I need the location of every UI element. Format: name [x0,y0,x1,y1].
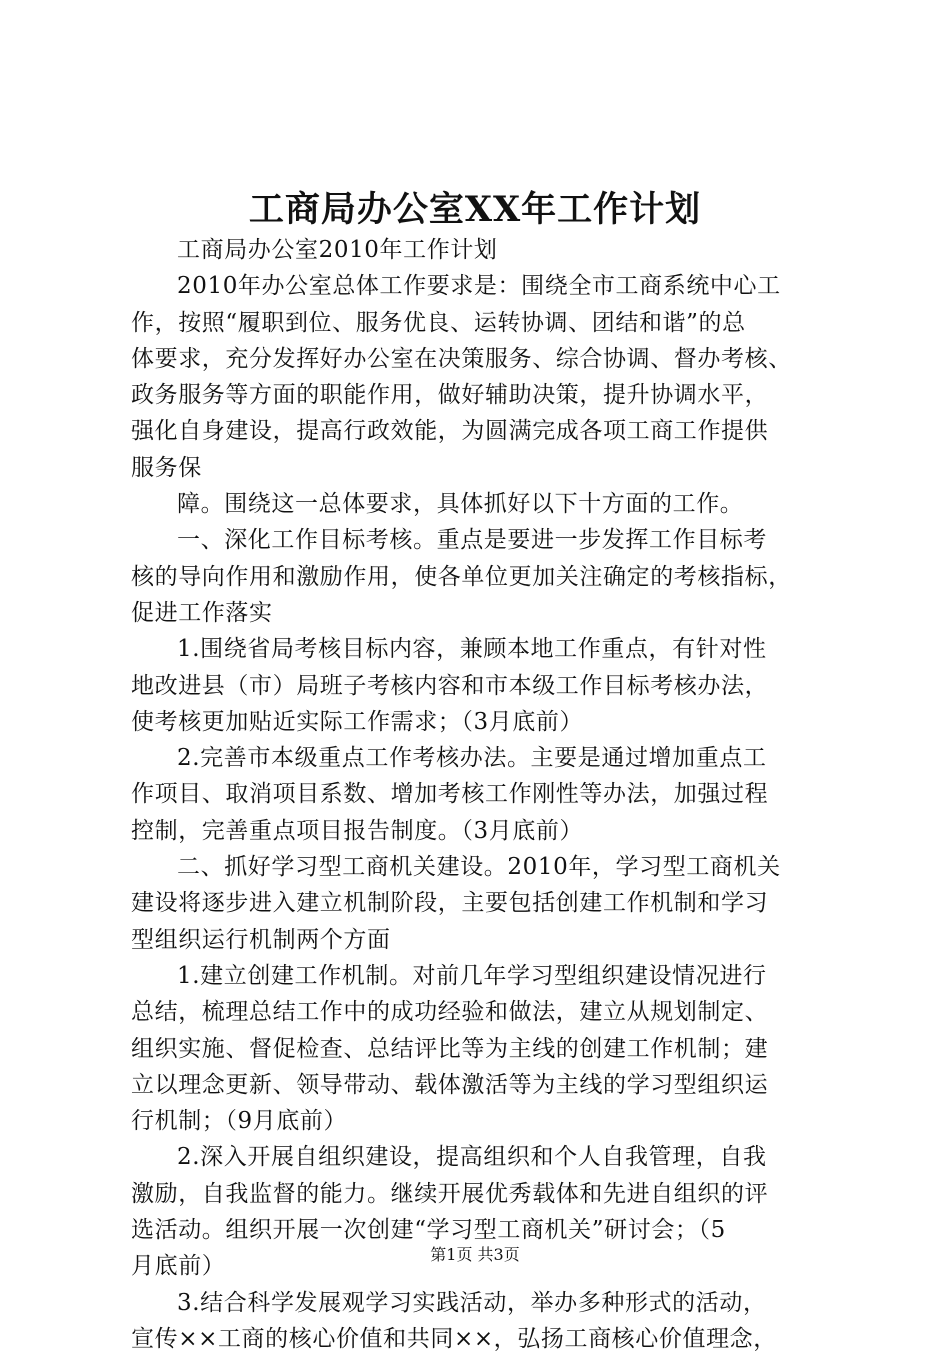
text-line: 工商局办公室2010年工作计划 [177,237,498,263]
text-line: 激励，自我监督的能力。继续开展优秀载体和先进自组织的评 [131,1180,769,1207]
document-title: 工商局办公室XX年工作计划 [248,189,702,230]
text-line: 型组织运行机制两个方面 [131,926,391,953]
text-line: 2.深入开展自组织建设，提高组织和个人自我管理，自我 [177,1144,767,1171]
text-line: 政务服务等方面的职能作用，做好辅助决策，提升协调水平， [131,382,769,409]
text-line: 地改进县（市）局班子考核内容和市本级工作目标考核办法， [131,672,769,699]
text-line: 3.结合科学发展观学习实践活动，举办多种形式的活动， [177,1289,767,1316]
text-line: 选活动。组织开展一次创建“学习型工商机关”研讨会；（5 [131,1217,726,1244]
text-line: 服务保 [131,454,202,481]
text-line: 总结，梳理总结工作中的成功经验和做法，建立从规划制定、 [131,999,769,1026]
text-line: 作，按照“履职到位、服务优良、运转协调、团结和谐”的总 [131,309,746,336]
text-line: 体要求，充分发挥好办公室在决策服务、综合协调、督办考核、 [131,345,792,372]
text-line: 行机制；（9月底前） [131,1108,348,1135]
text-line: 促进工作落实 [131,599,273,626]
text-line: 作项目、取消项目系数、增加考核工作刚性等办法，加强过程 [131,781,769,808]
text-line: 控制，完善重点项目报告制度。（3月底前） [131,817,584,844]
text-line: 1.围绕省局考核目标内容，兼顾本地工作重点，有针对性 [177,636,767,663]
text-line: 1.建立创建工作机制。对前几年学习型组织建设情况进行 [177,962,767,989]
text-line: 建设将逐步进入建立机制阶段，主要包括创建工作机制和学习 [131,890,769,917]
text-line: 障。围绕这一总体要求，具体抓好以下十方面的工作。 [177,491,744,518]
text-line: 组织实施、督促检查、总结评比等为主线的创建工作机制；建 [131,1035,769,1062]
text-line: 核的导向作用和激励作用，使各单位更加关注确定的考核指标， [131,563,792,590]
text-line: 强化自身建设，提高行政效能，为圆满完成各项工商工作提供 [131,418,769,445]
text-line: 2.完善市本级重点工作考核办法。主要是通过增加重点工 [177,745,767,772]
text-line: 月底前） [131,1253,226,1280]
text-line: 立以理念更新、领导带动、载体激活等为主线的学习型组织运 [131,1071,769,1098]
text-line: 一、深化工作目标考核。重点是要进一步发挥工作目标考 [177,527,767,554]
text-line: 使考核更加贴近实际工作需求；（3月底前） [131,708,584,735]
text-line: 二、抓好学习型工商机关建设。2010年，学习型工商机关 [177,854,781,881]
document-body [131,232,831,1357]
text-line: 宣传××工商的核心价值和共同××，弘扬工商核心价值理念， [131,1325,777,1352]
text-line: 2010年办公室总体工作要求是：围绕全市工商系统中心工 [177,273,781,300]
page-footer: 第1页 共3页 [430,1245,520,1264]
